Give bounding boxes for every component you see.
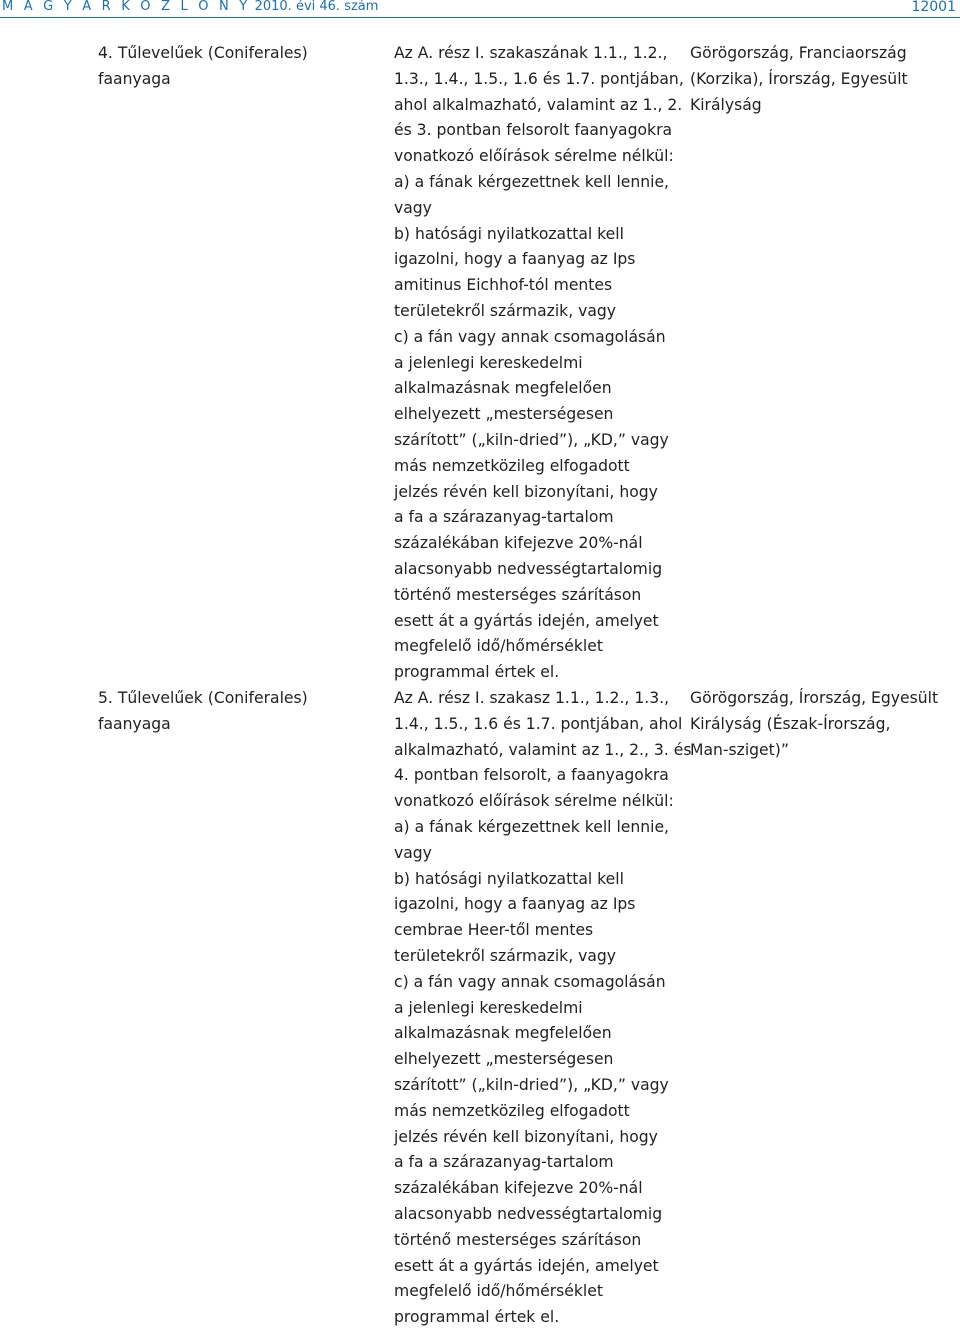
requirement-line: igazolni, hogy a faanyag az Ips: [394, 250, 636, 269]
requirement-line: amitinus Eichhof-tól mentes: [394, 276, 613, 295]
requirement-line: jelzés révén kell bizonyítani, hogy: [394, 482, 658, 501]
requirement-line: esett át a gyártás idején, amelyet: [394, 611, 659, 630]
requirement-line: a) a fának kérgezettnek kell lennie,: [394, 172, 670, 191]
page-header: [0, 0, 960, 17]
requirement-line: c) a fán vagy annak csomagolásán: [394, 972, 666, 991]
requirement-line: alacsonyabb nedvességtartalomig: [394, 1204, 663, 1223]
requirement-line: vagy: [394, 198, 432, 217]
requirement-line: megfelelő idő/hőmérséklet: [394, 637, 603, 656]
requirement-line: történő mesterséges szárításon: [394, 585, 642, 604]
requirement-line: b) hatósági nyilatkozattal kell: [394, 869, 624, 888]
country-line: Görögország, Franciaország: [690, 44, 907, 62]
requirement-line: a fa a szárazanyag-tartalom: [394, 1153, 614, 1172]
requirement-line: alacsonyabb nedvességtartalomig: [394, 559, 663, 578]
requirement-line: elhelyezett „mesterségesen: [394, 405, 614, 424]
product-line: 4. Tűlevelűek (Coniferales): [98, 44, 308, 62]
requirement-cell: [394, 686, 692, 1331]
page-number: 12001: [911, 0, 956, 15]
requirement-line: programmal értek el.: [394, 663, 560, 682]
product-cell: [98, 41, 353, 93]
country-cell: [690, 41, 950, 118]
header-title: M A G Y A R K Ö Z L Ö N Y: [2, 0, 251, 14]
requirement-line: alkalmazásnak megfelelően: [394, 1024, 612, 1043]
requirement-line: más nemzetközileg elfogadott: [394, 1101, 630, 1120]
country-line: Királyság: [690, 95, 762, 114]
requirement-line: százalékában kifejezve 20%-nál: [394, 534, 643, 553]
requirement-line: elhelyezett „mesterségesen: [394, 1050, 614, 1069]
requirement-line: 1.3., 1.4., 1.5., 1.6 és 1.7. pontjában,: [394, 69, 684, 88]
requirement-line: vonatkozó előírások sérelme nélkül:: [394, 792, 674, 811]
requirement-line: 1.4., 1.5., 1.6 és 1.7. pontjában, ahol: [394, 714, 683, 733]
product-line: 5. Tűlevelűek (Coniferales): [98, 689, 308, 707]
product-line: faanyaga: [98, 69, 171, 88]
requirement-line: 4. pontban felsorolt, a faanyagokra: [394, 766, 669, 785]
requirement-line: és 3. pontban felsorolt faanyagokra: [394, 121, 673, 140]
requirement-line: szárított” („kiln-dried”), „KD,” vagy: [394, 1075, 669, 1094]
requirement-line: Az A. rész I. szakaszának 1.1., 1.2.,: [394, 44, 668, 62]
requirement-line: igazolni, hogy a faanyag az Ips: [394, 895, 636, 914]
requirement-line: cembrae Heer-től mentes: [394, 921, 594, 940]
requirement-line: jelzés révén kell bizonyítani, hogy: [394, 1127, 658, 1146]
requirement-line: Az A. rész I. szakasz 1.1., 1.2., 1.3.,: [394, 689, 670, 707]
requirement-line: történő mesterséges szárításon: [394, 1230, 642, 1249]
requirement-line: b) hatósági nyilatkozattal kell: [394, 224, 624, 243]
requirement-line: más nemzetközileg elfogadott: [394, 456, 630, 475]
country-line: Görögország, Írország, Egyesült: [690, 689, 939, 707]
country-cell: [690, 686, 950, 763]
country-line: (Korzika), Írország, Egyesült: [690, 69, 908, 88]
requirement-line: szárított” („kiln-dried”), „KD,” vagy: [394, 430, 669, 449]
requirement-line: a jelenlegi kereskedelmi: [394, 353, 583, 372]
requirement-line: százalékában kifejezve 20%-nál: [394, 1179, 643, 1198]
requirement-line: alkalmazható, valamint az 1., 2., 3. és: [394, 740, 692, 759]
requirement-line: alkalmazásnak megfelelően: [394, 379, 612, 398]
requirement-line: megfelelő idő/hőmérséklet: [394, 1282, 603, 1301]
requirement-line: a fa a szárazanyag-tartalom: [394, 508, 614, 527]
header-rule: [0, 17, 960, 18]
requirement-line: területekről származik, vagy: [394, 301, 617, 320]
country-line: Királyság (Észak-Írország,: [690, 714, 891, 733]
header-issue: 2010. évi 46. szám: [254, 0, 379, 14]
product-cell: [98, 686, 353, 738]
requirement-line: esett át a gyártás idején, amelyet: [394, 1256, 659, 1275]
requirement-line: a jelenlegi kereskedelmi: [394, 998, 583, 1017]
requirement-line: vagy: [394, 843, 432, 862]
country-line: Man-sziget)”: [690, 740, 789, 759]
requirement-line: programmal értek el.: [394, 1308, 560, 1327]
requirement-line: c) a fán vagy annak csomagolásán: [394, 327, 666, 346]
requirement-line: területekről származik, vagy: [394, 946, 617, 965]
requirement-cell: [394, 41, 684, 686]
requirement-line: ahol alkalmazható, valamint az 1., 2.: [394, 95, 683, 114]
requirement-line: a) a fának kérgezettnek kell lennie,: [394, 817, 670, 836]
header-publication: [2, 0, 378, 16]
requirement-line: vonatkozó előírások sérelme nélkül:: [394, 147, 674, 166]
product-line: faanyaga: [98, 714, 171, 733]
